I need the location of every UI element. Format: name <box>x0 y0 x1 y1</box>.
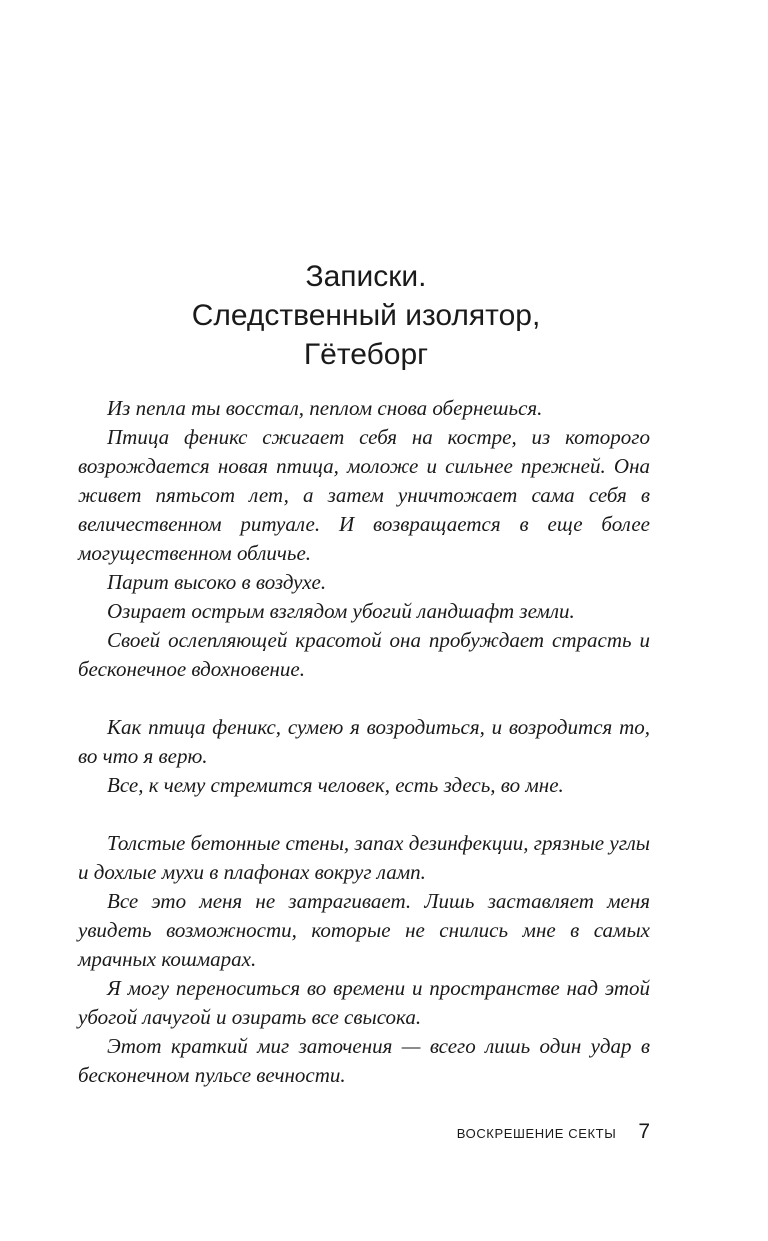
paragraph: Из пепла ты восстал, пеплом снова обернешься. <box>107 396 543 420</box>
paragraph: Я могу переноситься во времени и пространстве над этой убогой лачугой и озирать все свысока. <box>78 976 650 1029</box>
paragraph: Птица феникс сжигает себя на костре, из которого возрождается новая птица, моложе и сильнее прежней. Она живет пятьсот лет, а затем уничтожает сама себя в величественном ритуале. И возвращается в еще более могущественном обличье. <box>78 425 650 565</box>
paragraph: Все, к чему стремится человек, есть здесь, во мне. <box>107 773 564 797</box>
paragraph: Своей ослепляющей красотой она пробуждает страсть и бесконечное вдохновение. <box>78 628 650 681</box>
paragraph: Этот краткий миг заточения — всего лишь один удар в бесконечном пульсе вечности. <box>78 1034 650 1087</box>
chapter-body <box>78 394 650 1090</box>
chapter-title-line: Гётеборг <box>303 338 429 371</box>
running-head: ВОСКРЕШЕНИЕ СЕКТЫ <box>456 1126 617 1141</box>
chapter-title-line: Следственный изолятор, <box>191 299 541 332</box>
paragraph: Как птица феникс, сумею я возродиться, и возродится то, во что я верю. <box>78 715 650 768</box>
paragraph: Парит высоко в воздухе. <box>107 570 327 594</box>
page-number: 7 <box>638 1120 650 1143</box>
paragraph: Все это меня не затрагивает. Лишь заставляет меня увидеть возможности, которые не снились мне в самых мрачных кошмарах. <box>78 889 650 971</box>
page-footer <box>457 1120 650 1144</box>
chapter-title-line: Записки. <box>305 260 427 293</box>
paragraph: Озирает острым взглядом убогий ландшафт земли. <box>107 599 575 623</box>
paragraph: Толстые бетонные стены, запах дезинфекции, грязные углы и дохлые мухи в плафонах вокруг ламп. <box>78 831 650 884</box>
chapter-title <box>0 257 732 374</box>
